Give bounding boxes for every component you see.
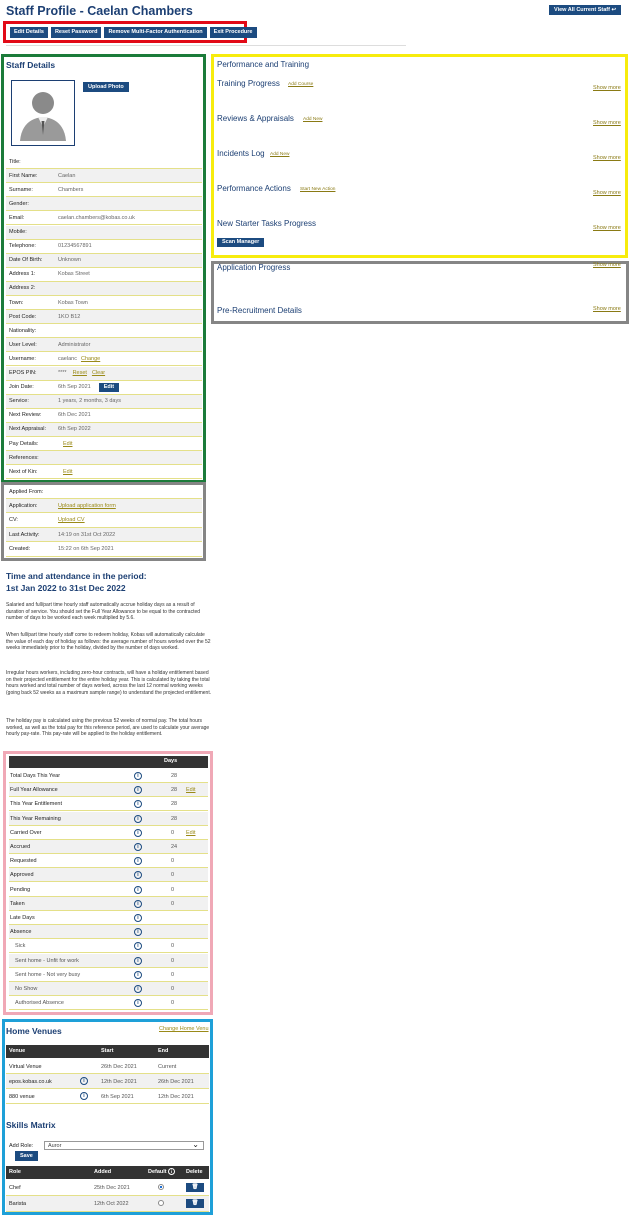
holiday-row-value: 28 <box>171 801 178 808</box>
venue-end: 12th Dec 2021 <box>158 1094 194 1100</box>
staff-row <box>6 155 202 169</box>
trash-icon: 🗑 <box>191 1184 199 1190</box>
attendance-para-2: When full/part time hourly staff come to redeem holiday, Kobas will automatically calculate the value of each day of holiday as follows: the average number of hours worked over the 52 weeks immediately prior to the holiday, divided by the number of days worked. <box>6 632 211 651</box>
holiday-row <box>9 826 208 840</box>
show-more-link[interactable]: Show more <box>593 120 621 126</box>
staff-row-value: 6th Sep 2022 <box>58 426 91 433</box>
view-all-current-staff-button[interactable]: View All Current Staff ↩ <box>549 5 621 15</box>
holiday-row-value: 24 <box>171 844 178 850</box>
staff-row-value: Kobas Town <box>58 299 88 306</box>
clear-pin-link[interactable]: Clear <box>91 370 106 376</box>
performance-section-title: Incidents Log <box>217 149 265 158</box>
staff-row <box>6 423 202 437</box>
staff-row <box>6 395 202 409</box>
holiday-row-label: Authorised Absence <box>15 1000 64 1007</box>
staff-row <box>6 465 202 479</box>
staff-row-value: **** <box>58 370 67 376</box>
staff-row-label: Town: <box>9 299 24 306</box>
venue-start: 26th Dec 2021 <box>101 1064 137 1070</box>
added-col: Added <box>94 1169 112 1175</box>
skill-role: Chef <box>9 1185 21 1191</box>
holiday-row-label: Sent home - Not very busy <box>15 971 81 978</box>
staff-row-label: Gender: <box>9 200 29 207</box>
holiday-row-value: 28 <box>171 773 178 779</box>
show-more-link[interactable]: Show more <box>593 155 621 161</box>
staff-details-heading: Staff Details <box>6 60 56 70</box>
staff-row-label: Next Review: <box>9 412 42 419</box>
staff-row <box>6 254 202 268</box>
staff-row <box>6 451 202 465</box>
holiday-row-label: Taken <box>10 900 25 907</box>
delete-role-button[interactable] <box>186 1183 204 1192</box>
info-icon[interactable]: i <box>134 928 142 936</box>
skill-row <box>6 1196 209 1212</box>
staff-row-value: 6th Dec 2021 <box>58 412 91 419</box>
staff-row-label: Username: <box>9 355 36 362</box>
staff-row <box>6 352 202 366</box>
staff-row-label: Telephone: <box>9 243 36 250</box>
staff-row-value: Unknown <box>58 257 81 264</box>
performance-heading: Performance and Training <box>217 60 310 69</box>
default-role-radio[interactable] <box>158 1200 164 1206</box>
info-icon[interactable]: i <box>134 957 142 965</box>
edit-details-button[interactable]: Edit Details <box>10 27 48 38</box>
skills-matrix-heading: Skills Matrix <box>6 1120 56 1130</box>
staff-row <box>6 296 202 310</box>
attendance-para-4: The holiday pay is calculated using the previous 52 weeks of normal pay. The total hours worked, as well as the total pay for this reference period, are used to calculate your average hourly pay-rate. This pay-rate will be applied to the holiday entitlement. <box>6 718 210 737</box>
info-icon[interactable]: i <box>168 1168 175 1175</box>
holiday-row-label: Accrued <box>10 844 31 850</box>
info-icon[interactable]: i <box>134 971 142 979</box>
holiday-row <box>9 982 208 996</box>
performance-section-title: Performance Actions <box>217 184 291 193</box>
staff-row-label: Next Appraisal: <box>9 426 46 433</box>
holiday-row <box>9 797 208 811</box>
staff-row-label: Address 1: <box>9 271 36 278</box>
venue-name: epos.kobas.co.uk <box>9 1079 52 1085</box>
holiday-row <box>9 954 208 968</box>
avatar-icon <box>12 81 74 145</box>
staff-row-value: 1KO B12 <box>58 313 81 320</box>
staff-row <box>6 324 202 338</box>
holiday-row-label: Carried Over <box>10 829 42 836</box>
edit-link[interactable]: Edit <box>186 829 196 836</box>
application-row-value: 14:19 on 31st Oct 2022 <box>58 531 116 538</box>
profile-photo <box>11 80 75 146</box>
holiday-row-value: 0 <box>171 986 175 992</box>
info-icon[interactable]: i <box>80 1092 88 1100</box>
application-row-label: CV: <box>9 517 18 524</box>
staff-row-label: Nationality: <box>9 327 37 334</box>
venue-end: 26th Dec 2021 <box>158 1079 194 1085</box>
venue-col: Venue <box>9 1048 26 1054</box>
info-icon[interactable]: i <box>134 857 142 865</box>
application-row-label: Applied From: <box>9 488 44 495</box>
performance-section-title: Training Progress <box>217 79 280 88</box>
holiday-row-label: Sent home - Unfit for work <box>15 957 79 964</box>
show-more-link[interactable]: Show more <box>593 190 621 196</box>
performance-section-link[interactable]: Add New <box>270 152 290 157</box>
holiday-row-value: 28 <box>171 787 178 794</box>
edit-join-date-button[interactable]: Edit <box>99 383 119 392</box>
staff-row-label: Service: <box>9 398 29 405</box>
staff-row <box>6 268 202 282</box>
staff-row-value: Chambers <box>58 186 84 193</box>
staff-row <box>6 437 202 451</box>
holiday-row-value: 28 <box>171 815 178 822</box>
upload-link[interactable]: Upload application form <box>58 502 116 509</box>
staff-row-label: Join Date: <box>9 384 34 391</box>
application-row <box>6 499 202 513</box>
upload-photo-button[interactable]: Upload Photo <box>83 82 129 92</box>
holiday-row-label: No Show <box>15 986 38 992</box>
info-icon[interactable]: i <box>134 800 142 808</box>
holiday-row <box>9 783 208 797</box>
holiday-row <box>9 883 208 897</box>
add-role-label: Add Role: <box>9 1143 34 1149</box>
holiday-row <box>9 911 208 925</box>
info-icon[interactable]: i <box>134 786 142 794</box>
staff-row-value: Caelan <box>58 172 76 179</box>
staff-row-label: User Level: <box>9 341 37 348</box>
staff-row-value: 1 years, 2 months, 3 days <box>58 398 121 405</box>
show-more-link[interactable]: Show more <box>593 306 621 312</box>
show-more-link[interactable]: Show more <box>593 225 621 231</box>
delete-role-button[interactable] <box>186 1199 204 1208</box>
home-venues-heading: Home Venues <box>6 1026 62 1036</box>
staff-row-label: Title: <box>9 158 21 165</box>
holiday-row <box>9 996 208 1010</box>
default-role-radio[interactable] <box>158 1184 164 1190</box>
show-more-link[interactable]: Show more <box>593 262 621 268</box>
application-row <box>6 528 202 542</box>
performance-section-title: New Starter Tasks Progress <box>217 219 316 228</box>
holiday-row-value: 0 <box>171 886 175 893</box>
skills-table-header <box>6 1166 209 1179</box>
holiday-row <box>9 769 208 783</box>
skill-role: Barista <box>9 1201 27 1207</box>
holiday-row-value: 0 <box>171 900 175 907</box>
show-more-link[interactable]: Show more <box>593 85 621 91</box>
holiday-row-label: Sick <box>15 943 26 950</box>
holiday-row-label: This Year Entitlement <box>10 801 62 808</box>
edit-link[interactable]: Edit <box>63 440 73 447</box>
info-icon[interactable]: i <box>134 914 142 922</box>
divider <box>6 45 406 46</box>
venue-row <box>6 1089 209 1104</box>
role-col: Role <box>9 1169 21 1175</box>
staff-row-label: Address 2: <box>9 285 36 292</box>
staff-row-label: Next of Kin: <box>9 468 38 475</box>
scan-manager-button[interactable]: Scan Manager <box>217 238 264 247</box>
skill-row <box>6 1180 209 1196</box>
info-icon[interactable]: i <box>80 1077 88 1085</box>
info-icon[interactable]: i <box>134 999 142 1007</box>
staff-row <box>6 381 202 395</box>
holiday-row-value: 0 <box>171 829 175 836</box>
holiday-row-label: Absence <box>10 929 32 936</box>
holiday-row-value: 0 <box>171 943 175 950</box>
holiday-table-header <box>9 756 208 768</box>
pre-recruitment-title: Pre-Recruitment Details <box>217 306 302 315</box>
application-row <box>6 514 202 528</box>
performance-section-link[interactable]: Start New Action <box>300 187 336 192</box>
holiday-row-value: 0 <box>171 957 175 964</box>
info-icon[interactable]: i <box>134 815 142 823</box>
application-row-value: 15:22 on 6th Sep 2021 <box>58 546 114 553</box>
venue-end: Current <box>158 1064 177 1070</box>
add-role-select[interactable] <box>44 1141 204 1150</box>
holiday-row <box>9 840 208 854</box>
default-col: Default <box>148 1169 167 1175</box>
info-icon[interactable]: i <box>134 871 142 879</box>
holiday-row <box>9 812 208 826</box>
staff-row-value: Administrator <box>58 341 91 348</box>
staff-row <box>6 240 202 254</box>
staff-row <box>6 338 202 352</box>
staff-row <box>6 169 202 183</box>
holiday-row-value: 0 <box>171 971 175 978</box>
staff-row-label: Post Code: <box>9 313 37 320</box>
info-icon[interactable]: i <box>134 772 142 780</box>
staff-row-value: caelan.chambers@kobas.co.uk <box>58 214 135 221</box>
add-role-select-value: Auror <box>48 1143 62 1149</box>
application-row <box>6 485 202 499</box>
application-row-label: Application: <box>9 502 38 509</box>
staff-row <box>6 409 202 423</box>
staff-row <box>6 211 202 225</box>
staff-row-label: First Name: <box>9 172 38 179</box>
change-username-link[interactable]: Change <box>80 355 101 362</box>
staff-row-label: Surname: <box>9 186 33 193</box>
staff-row-value: 6th Sep 2021 <box>58 384 91 391</box>
remove-mfa-button[interactable]: Remove Multi-Factor Authentication <box>104 27 206 38</box>
holiday-row-label: Late Days <box>10 915 35 921</box>
edit-link[interactable]: Edit <box>63 468 73 475</box>
performance-section-title: Reviews & Appraisals <box>217 114 294 123</box>
skill-added: 25th Dec 2021 <box>94 1185 130 1191</box>
staff-row-value: 01234567891 <box>58 243 92 250</box>
days-column-header: Days <box>164 758 178 764</box>
end-col: End <box>158 1048 169 1054</box>
upload-link[interactable]: Upload CV <box>58 517 85 524</box>
chevron-down-icon: ⌄ <box>192 1140 199 1149</box>
start-col: Start <box>101 1048 114 1054</box>
staff-row <box>6 310 202 324</box>
holiday-row <box>9 925 208 939</box>
edit-link[interactable]: Edit <box>186 787 196 794</box>
staff-row <box>6 197 202 211</box>
info-icon[interactable]: i <box>134 843 142 851</box>
staff-row-label: Mobile: <box>9 229 27 235</box>
staff-row-label: EPOS PIN: <box>9 370 37 376</box>
top-action-buttons <box>3 21 253 43</box>
holiday-row-value: 0 <box>171 872 175 879</box>
staff-row <box>6 282 202 296</box>
info-icon[interactable]: i <box>134 942 142 950</box>
staff-row <box>6 226 202 240</box>
holiday-row-label: Approved <box>10 872 34 879</box>
application-progress-title: Application Progress <box>217 263 291 272</box>
holiday-row-label: Requested <box>10 858 37 865</box>
performance-section-link[interactable]: Add New <box>303 117 323 122</box>
holiday-row-label: Pending <box>10 886 31 893</box>
application-row <box>6 543 202 557</box>
application-row-label: Created: <box>9 546 31 553</box>
staff-row-label: Pay Details: <box>9 440 39 447</box>
holiday-row-value: 0 <box>171 858 175 865</box>
holiday-row-value: 0 <box>171 1000 175 1007</box>
holiday-row-label: This Year Remaining <box>10 815 61 822</box>
change-home-venue-link[interactable]: Change Home Venu <box>159 1026 209 1032</box>
delete-col: Delete <box>186 1169 203 1175</box>
holiday-row <box>9 939 208 953</box>
staff-row-value: caelanc <box>58 355 77 362</box>
holiday-row <box>9 854 208 868</box>
holiday-row <box>9 868 208 882</box>
holiday-row <box>9 897 208 911</box>
performance-section-link[interactable]: Add Course <box>288 82 314 87</box>
holiday-row-label: Total Days This Year <box>10 773 61 779</box>
venue-row <box>6 1059 209 1074</box>
attendance-para-1: Salaried and full/part time hourly staff automatically accrue holiday days as a result of duration of service. You should set the Full Year Allowance to be equal to the contracted number of days to be worked each week multiplied by 5.6. <box>6 602 201 621</box>
skill-added: 12th Oct 2022 <box>94 1201 129 1207</box>
reset-pin-link[interactable]: Reset <box>72 370 87 376</box>
venues-table-header <box>6 1045 209 1058</box>
holiday-row <box>9 968 208 982</box>
holiday-row-label: Full Year Allowance <box>10 787 58 794</box>
trash-icon: 🗑 <box>191 1200 199 1206</box>
staff-row-label: Email: <box>9 214 25 221</box>
staff-row <box>6 183 202 197</box>
save-role-button[interactable]: Save <box>15 1151 38 1161</box>
attendance-para-3: Irregular hours workers, including zero-hour contracts, will have a holiday entitlement based on their projected entitlement for the entire holiday year. This is calculated by taking the total hours worked and total number of days worked, across the last 12 normal working weeks (going back 52 weeks as a maximum sample range) to understand the projected entitlement. <box>6 670 212 696</box>
venue-start: 6th Sep 2021 <box>101 1094 134 1100</box>
staff-row <box>6 367 202 381</box>
venue-name: Virtual Venue <box>9 1064 42 1070</box>
staff-row-label: Date Of Birth: <box>9 257 43 264</box>
info-icon[interactable]: i <box>134 985 142 993</box>
staff-row-label: References: <box>9 454 39 461</box>
reset-password-button[interactable]: Reset Password <box>51 27 102 38</box>
attendance-heading: Time and attendance in the period: <box>6 571 147 581</box>
venue-row <box>6 1074 209 1089</box>
info-icon[interactable]: i <box>134 900 142 908</box>
info-icon[interactable]: i <box>134 886 142 894</box>
venue-start: 12th Dec 2021 <box>101 1079 137 1085</box>
application-row-label: Last Activity: <box>9 531 40 538</box>
page-title: Staff Profile - Caelan Chambers <box>6 4 193 18</box>
info-icon[interactable]: i <box>134 829 142 837</box>
staff-row-value: Kobas Street <box>58 271 90 278</box>
attendance-period: 1st Jan 2022 to 31st Dec 2022 <box>6 583 126 593</box>
venue-name: 880 venue <box>9 1094 35 1100</box>
exit-procedure-button[interactable]: Exit Procedure <box>210 27 257 38</box>
